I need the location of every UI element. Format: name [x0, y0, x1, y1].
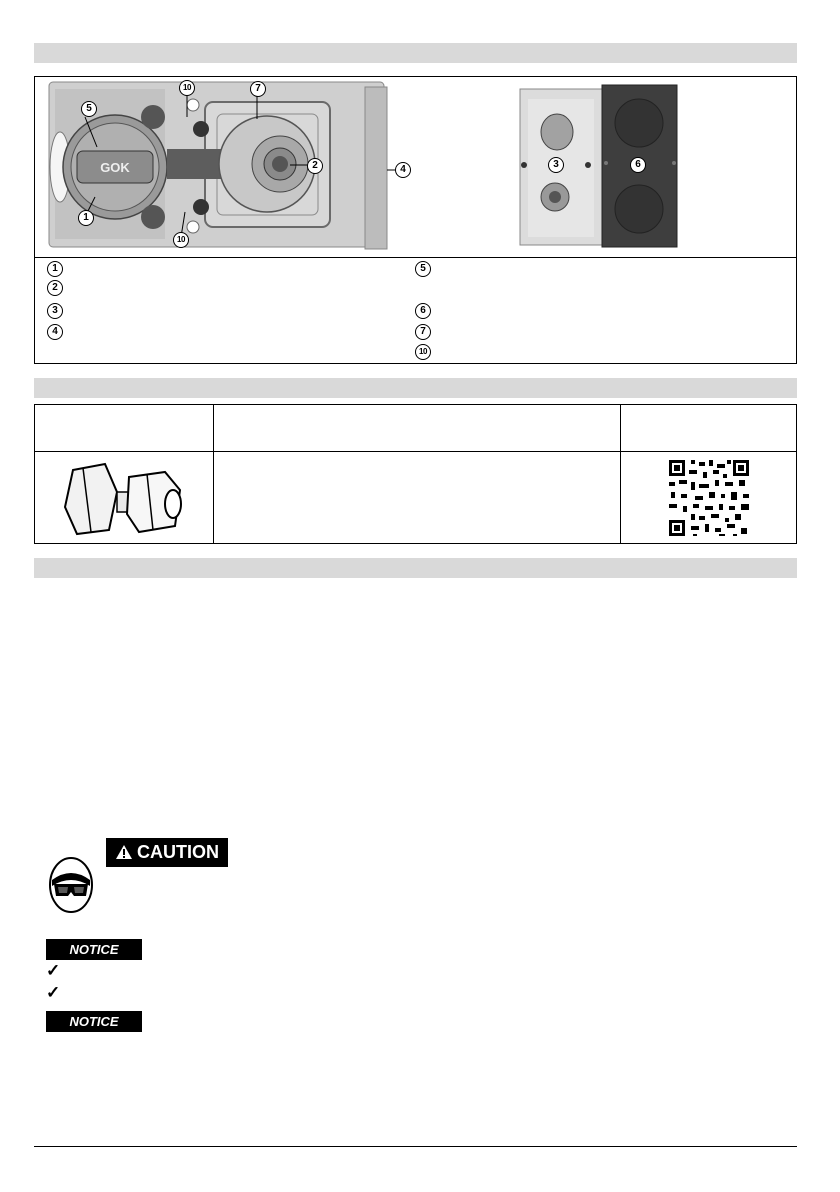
components-figure-box: [34, 76, 797, 364]
callout-10-top: 10: [179, 80, 195, 96]
section-header-bar-accessories: [34, 378, 797, 398]
legend-num-1: 1: [47, 261, 63, 277]
section-header-bar-installation: [34, 558, 797, 578]
accessory-table-header-row: [35, 405, 796, 452]
callout-4: 4: [395, 162, 411, 178]
device-illustration: [35, 77, 796, 256]
section-header-bar-components: [34, 43, 797, 63]
legend-num-2: 2: [47, 280, 63, 296]
warning-triangle-icon: [115, 840, 133, 869]
footer-rule: [34, 1146, 797, 1147]
legend-num-3: 3: [47, 303, 63, 319]
legend-num-10: 10: [415, 344, 431, 360]
callout-6: 6: [630, 157, 646, 173]
gok-logo-text: GOK: [100, 160, 130, 175]
check-mark-1: ✓: [46, 961, 61, 980]
header-cell-image: [35, 405, 214, 451]
check-mark-2: ✓: [46, 983, 61, 1002]
accessory-description-cell: [214, 452, 621, 543]
callout-7: 7: [250, 81, 266, 97]
qr-code-icon: [621, 452, 796, 543]
notice-badge-1: NOTICE: [46, 939, 142, 960]
legend-num-7: 7: [415, 324, 431, 340]
accessory-qr-cell: [621, 452, 796, 543]
callout-3: 3: [548, 157, 564, 173]
device-illustration-area: [35, 77, 796, 256]
header-cell-qr: [621, 405, 796, 451]
figure-divider: [35, 257, 796, 258]
legend-num-4: 4: [47, 324, 63, 340]
nut-fitting-image: [35, 452, 213, 543]
caution-label: CAUTION: [137, 842, 219, 862]
legend-num-5: 5: [415, 261, 431, 277]
callout-1: 1: [78, 210, 94, 226]
safety-goggles-icon: [46, 852, 96, 914]
callout-10-bottom: 10: [173, 232, 189, 248]
header-cell-description: [214, 405, 621, 451]
legend-num-6: 6: [415, 303, 431, 319]
callout-2: 2: [307, 158, 323, 174]
accessory-image-cell: [35, 452, 214, 543]
accessory-table: [34, 404, 797, 544]
notice-badge-2: NOTICE: [46, 1011, 142, 1032]
caution-badge: [106, 838, 228, 867]
accessory-table-row: [35, 452, 796, 543]
callout-5: 5: [81, 101, 97, 117]
